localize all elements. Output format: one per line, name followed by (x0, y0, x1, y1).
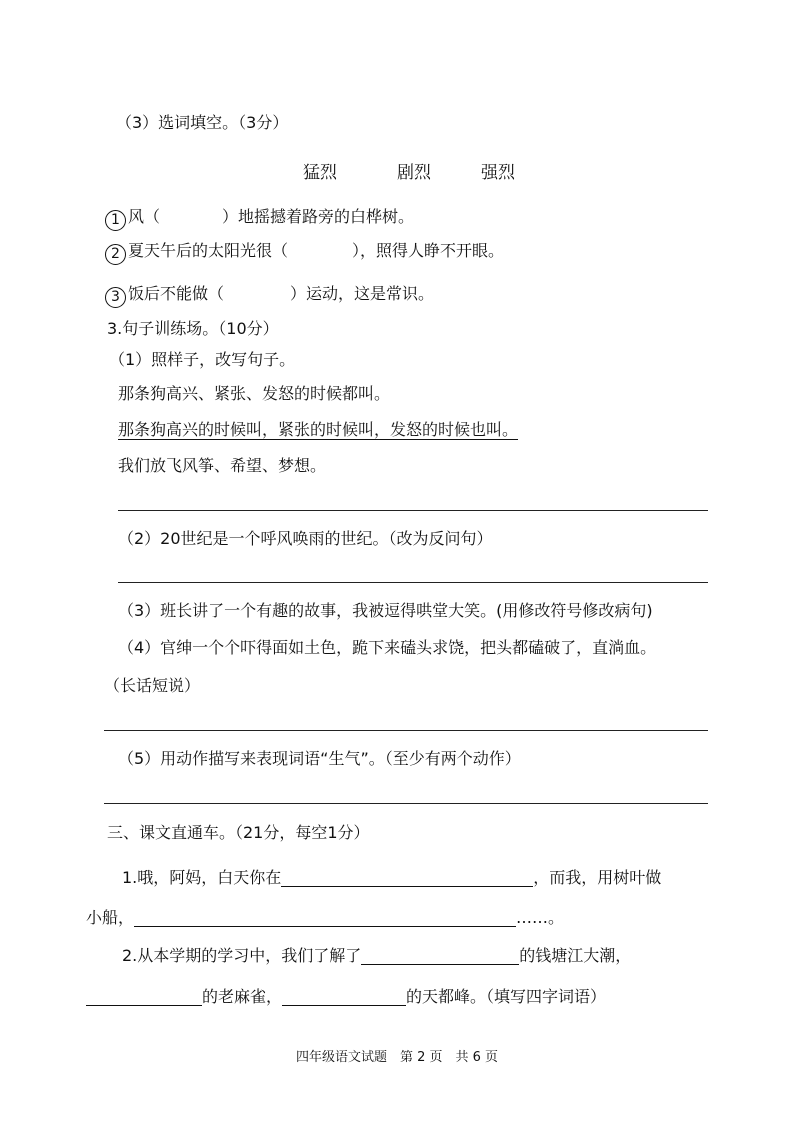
text-q1-part4: ……。 (516, 908, 565, 927)
sentence-q2: （2）20世纪是一个呼风唤雨的世纪。（改为反问句） (118, 529, 493, 548)
text-q1-blank-2[interactable] (134, 906, 516, 927)
answer-line-4[interactable] (104, 803, 708, 804)
select-item-2-after: ），照得人睁不开眼。 (352, 241, 505, 260)
text-q2-line2 (86, 985, 606, 1008)
text-q2-part4: 的天都峰。（填写四字词语） (406, 987, 607, 1006)
select-item-3 (105, 283, 434, 308)
sentence-q4: （4）官绅一个个吓得面如土色，跪下来磕头求饶，把头都磕破了，直淌血。 (118, 638, 657, 657)
sentence-q4-note: （长话短说） (104, 676, 201, 695)
number-circle-1: 1 (105, 210, 126, 231)
text-q1-part2: ，而我，用树叶做 (533, 868, 662, 887)
select-item-2 (105, 240, 504, 265)
sentence-q1: （1）照样子，改写句子。 (109, 350, 296, 369)
answer-line-1[interactable] (118, 510, 708, 511)
text-q2-part3: 的老麻雀， (202, 987, 283, 1006)
text-q2-part2: 的钱塘江大潮， (519, 946, 632, 965)
text-q1-line2 (86, 906, 564, 929)
text-q1-line1 (122, 866, 661, 889)
select-item-3-before: 饭后不能做（ (128, 284, 225, 303)
text-q2-blank-3[interactable] (282, 985, 406, 1006)
text-q1-part3: 小船， (86, 908, 135, 927)
word-choice-1: 猛烈 (303, 163, 337, 183)
word-choice-2: 剧烈 (397, 163, 431, 183)
sentence-q1-task: 我们放飞风筝、希望、梦想。 (118, 456, 327, 475)
answer-line-3[interactable] (104, 730, 708, 731)
number-circle-2: 2 (105, 244, 126, 265)
select-words-title: （3）选词填空。（3分） (116, 113, 289, 132)
select-item-1 (105, 206, 414, 231)
text-q1-part1: 1.哦，阿妈，白天你在 (122, 868, 282, 887)
select-item-2-before: 夏天午后的太阳光很（ (128, 241, 289, 260)
sentence-q5: （5）用动作描写来表现词语“生气”。（至少有两个动作） (118, 749, 521, 768)
sentence-section-title: 3.句子训练场。（10分） (107, 319, 279, 338)
text-q2-line1 (122, 944, 631, 967)
number-circle-3: 3 (105, 287, 126, 308)
text-q2-blank-2[interactable] (86, 985, 202, 1006)
text-q2-blank-1[interactable] (361, 944, 519, 965)
select-item-3-after: ）运动，这是常识。 (290, 284, 435, 303)
text-section-title: 三、课文直通车。（21分，每空1分） (107, 823, 370, 842)
select-item-1-before: 风（ (128, 207, 161, 226)
sentence-q1-answer: 那条狗高兴的时候叫，紧张的时候叫，发怒的时候也叫。 (118, 420, 519, 439)
sentence-q3: （3）班长讲了一个有趣的故事，我被逗得哄堂大笑。(用修改符号修改病句) (118, 601, 653, 620)
select-item-1-after: ）地摇撼着路旁的白桦树。 (222, 207, 415, 226)
word-choice-3: 强烈 (481, 163, 515, 183)
text-q2-part1: 2.从本学期的学习中，我们了解了 (122, 946, 362, 965)
answer-line-2[interactable] (118, 582, 708, 583)
word-choices (0, 158, 794, 182)
text-q1-blank-1[interactable] (281, 866, 533, 887)
sentence-q1-example: 那条狗高兴、紧张、发怒的时候都叫。 (118, 384, 391, 403)
page-footer: 四年级语文试题 第 2 页 共 6 页 (295, 1050, 499, 1065)
